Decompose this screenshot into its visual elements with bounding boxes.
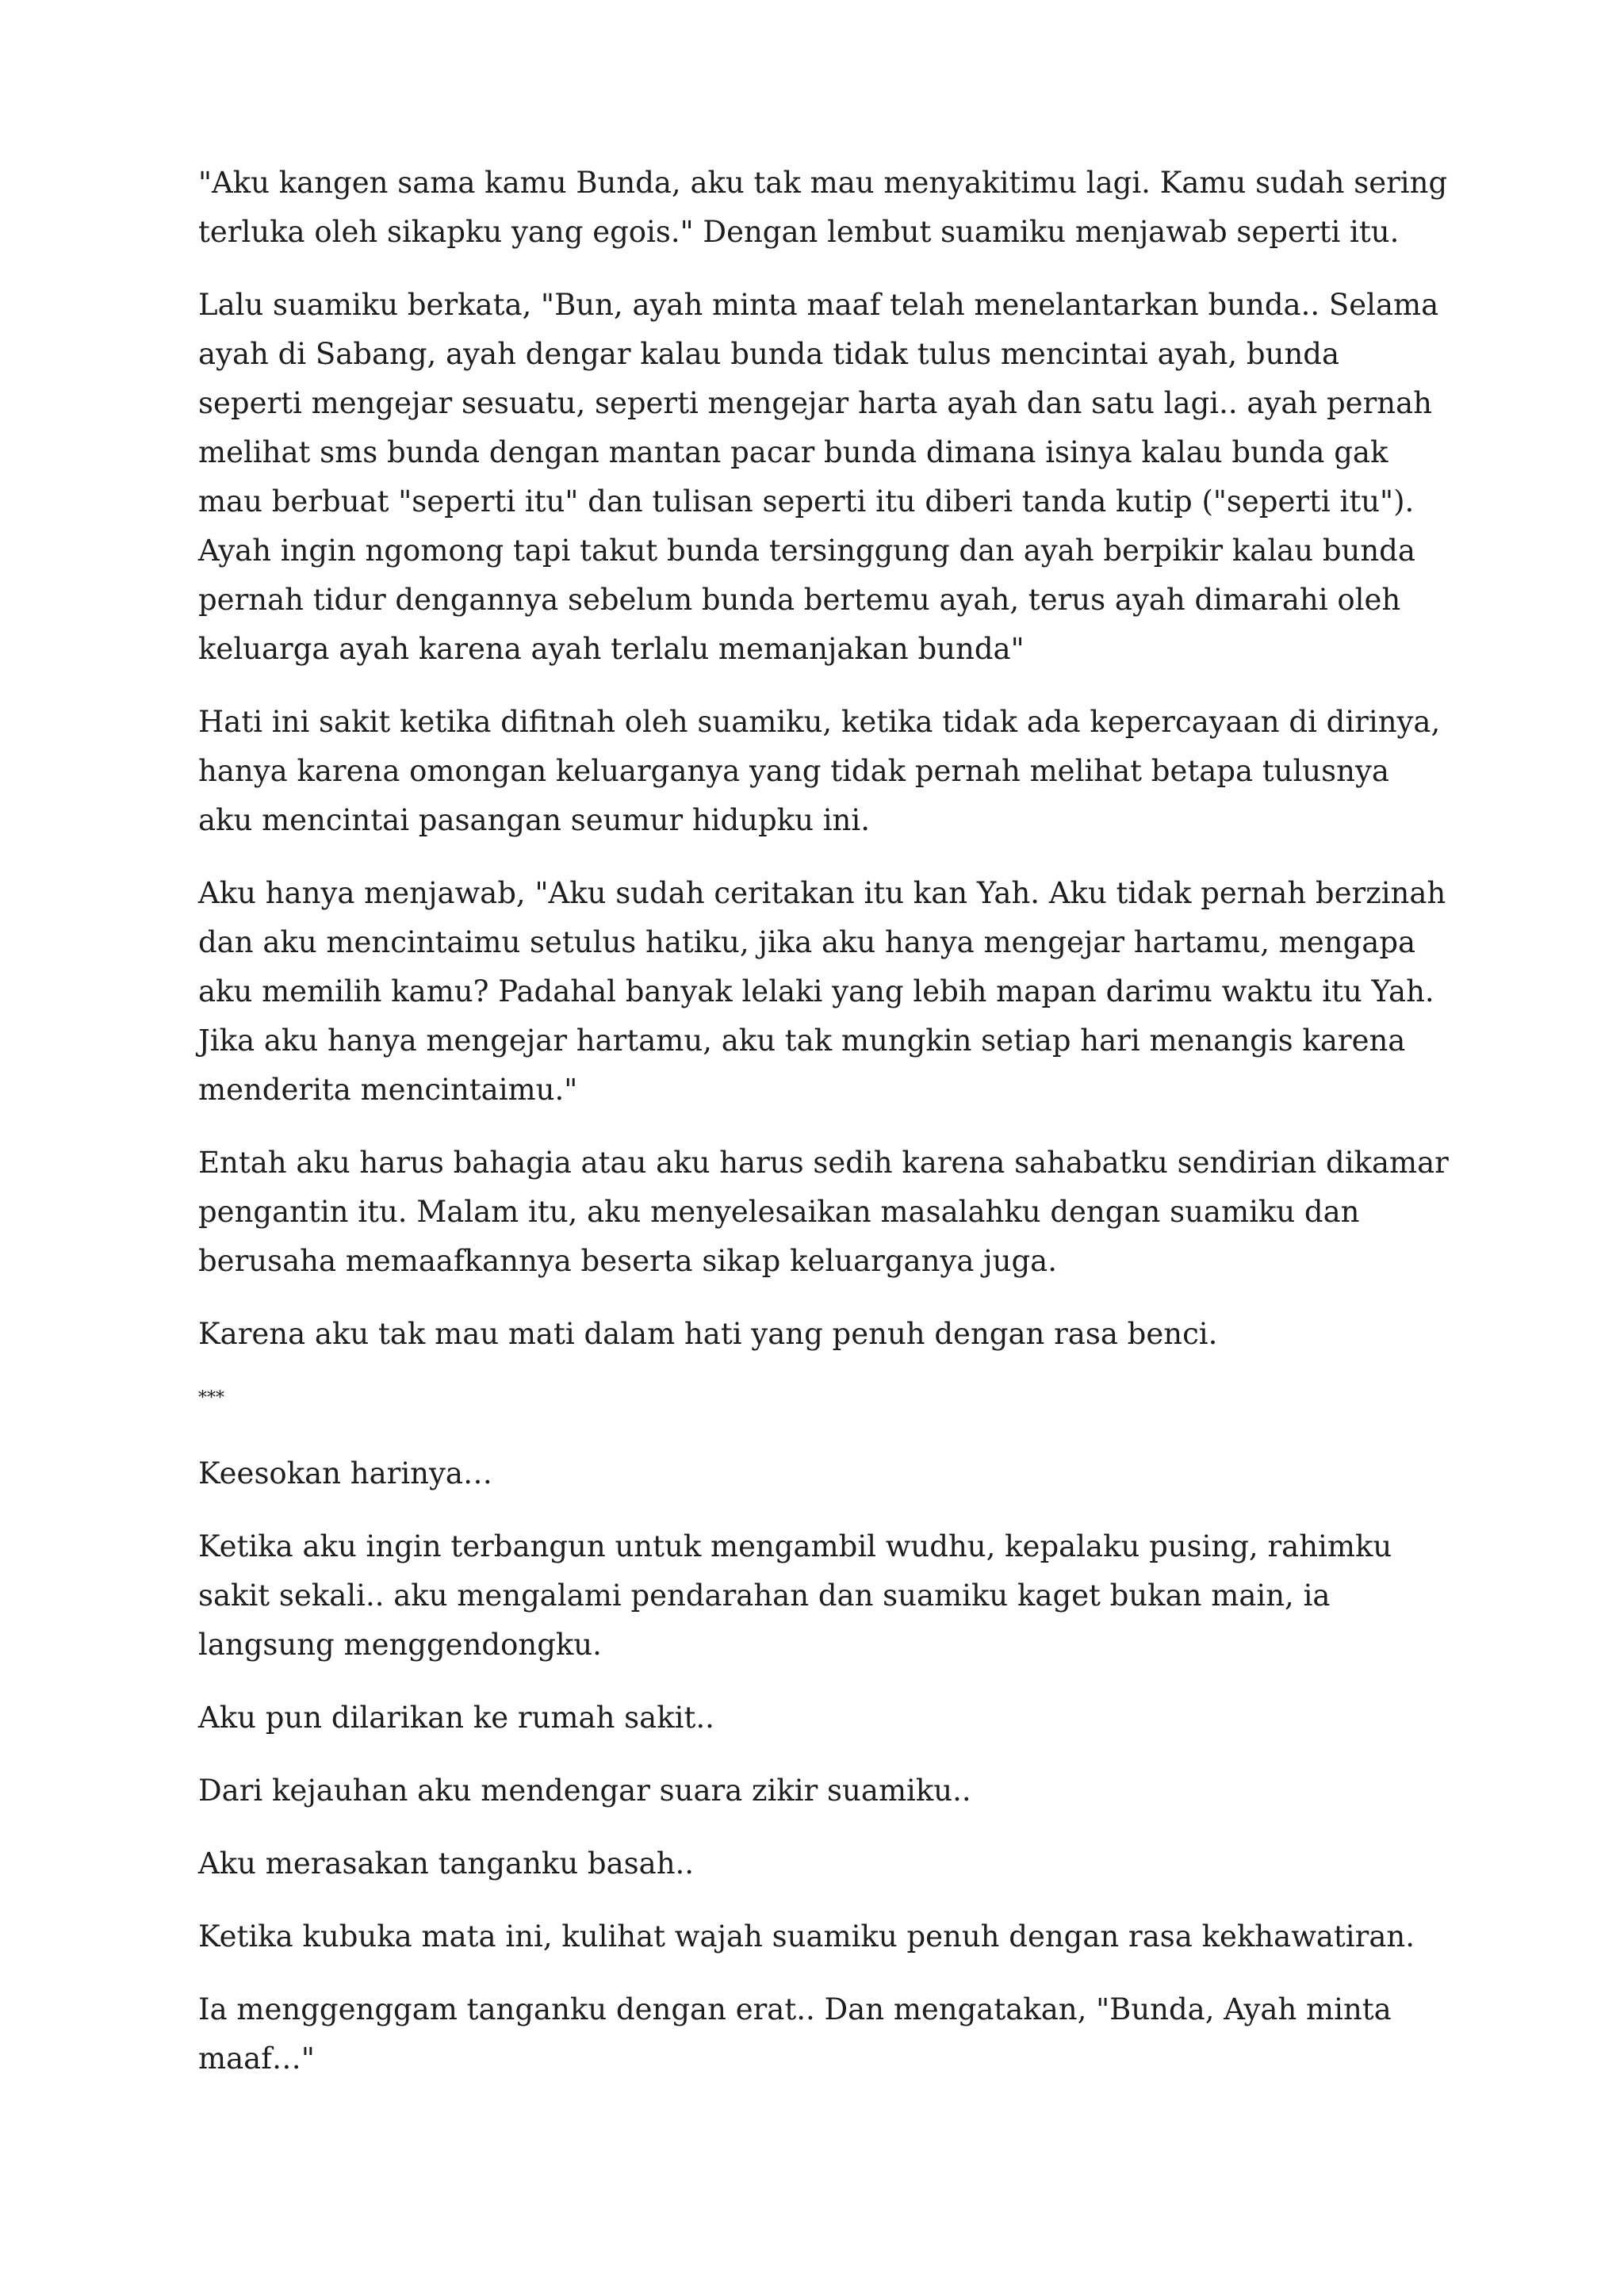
paragraph: Entah aku harus bahagia atau aku harus sedih karena sahabatku sendirian dikamar pengantin itu. Malam itu, aku menyelesaikan masalahku dengan suamiku dan berusaha memaafkannya beserta sikap keluarganya juga. xyxy=(198,1146,1449,1278)
paragraph: Ia menggenggam tanganku dengan erat.. Dan mengatakan, "Bunda, Ayah minta maaf…" xyxy=(198,1992,1392,2076)
paragraph: Ketika kubuka mata ini, kulihat wajah suamiku penuh dengan rasa kekhawatiran. xyxy=(198,1919,1415,1954)
paragraph: Karena aku tak mau mati dalam hati yang penuh dengan rasa benci. xyxy=(198,1317,1218,1351)
paragraph: Lalu suamiku berkata, "Bun, ayah minta maaf telah menelantarkan bunda.. Selama ayah di Sabang, ayah dengar kalau bunda tidak tulus mencintai ayah, bunda seperti mengejar sesuatu, seperti mengejar harta ayah dan satu lagi.. ayah pernah melihat sms bunda dengan mantan pacar bunda dimana isinya kalau bunda gak mau berbuat "seperti itu" dan tulisan seperti itu diberi tanda kutip ("seperti itu"). Ayah ingin ngomong tapi takut bunda tersinggung dan ayah berpikir kalau bunda pernah tidur dengannya sebelum bunda bertemu ayah, terus ayah dimarahi oleh keluarga ayah karena ayah terlalu memanjakan bunda" xyxy=(198,288,1439,666)
paragraph: Ketika aku ingin terbangun untuk mengambil wudhu, kepalaku pusing, rahimku sakit sekali.. aku mengalami pendarahan dan suamiku kaget bukan main, ia langsung menggendongku. xyxy=(198,1529,1392,1662)
paragraph: Keesokan harinya… xyxy=(198,1456,492,1490)
paragraph: Aku merasakan tanganku basah.. xyxy=(198,1846,695,1881)
scene-separator: *** xyxy=(198,1388,224,1408)
paragraph: Aku pun dilarikan ke rumah sakit.. xyxy=(198,1701,714,1735)
paragraph: Hati ini sakit ketika difitnah oleh suamiku, ketika tidak ada kepercayaan di dirinya, hanya karena omongan keluarganya yang tidak pernah melihat betapa tulusnya aku mencintai pasangan seumur hidupku ini. xyxy=(198,705,1441,837)
paragraph: Dari kejauhan aku mendengar suara zikir suamiku.. xyxy=(198,1774,971,1808)
paragraph: Aku hanya menjawab, "Aku sudah ceritakan itu kan Yah. Aku tidak pernah berzinah dan aku mencintaimu setulus hatiku, jika aku hanya mengejar hartamu, mengapa aku memilih kamu? Padahal banyak lelaki yang lebih mapan darimu waktu itu Yah. Jika aku hanya mengejar hartamu, aku tak mungkin setiap hari menangis karena menderita mencintaimu." xyxy=(198,876,1446,1107)
paragraph: "Aku kangen sama kamu Bunda, aku tak mau menyakitimu lagi. Kamu sudah sering terluka oleh sikapku yang egois." Dengan lembut suamiku menjawab seperti itu. xyxy=(198,166,1448,249)
document-body xyxy=(198,159,1451,2107)
